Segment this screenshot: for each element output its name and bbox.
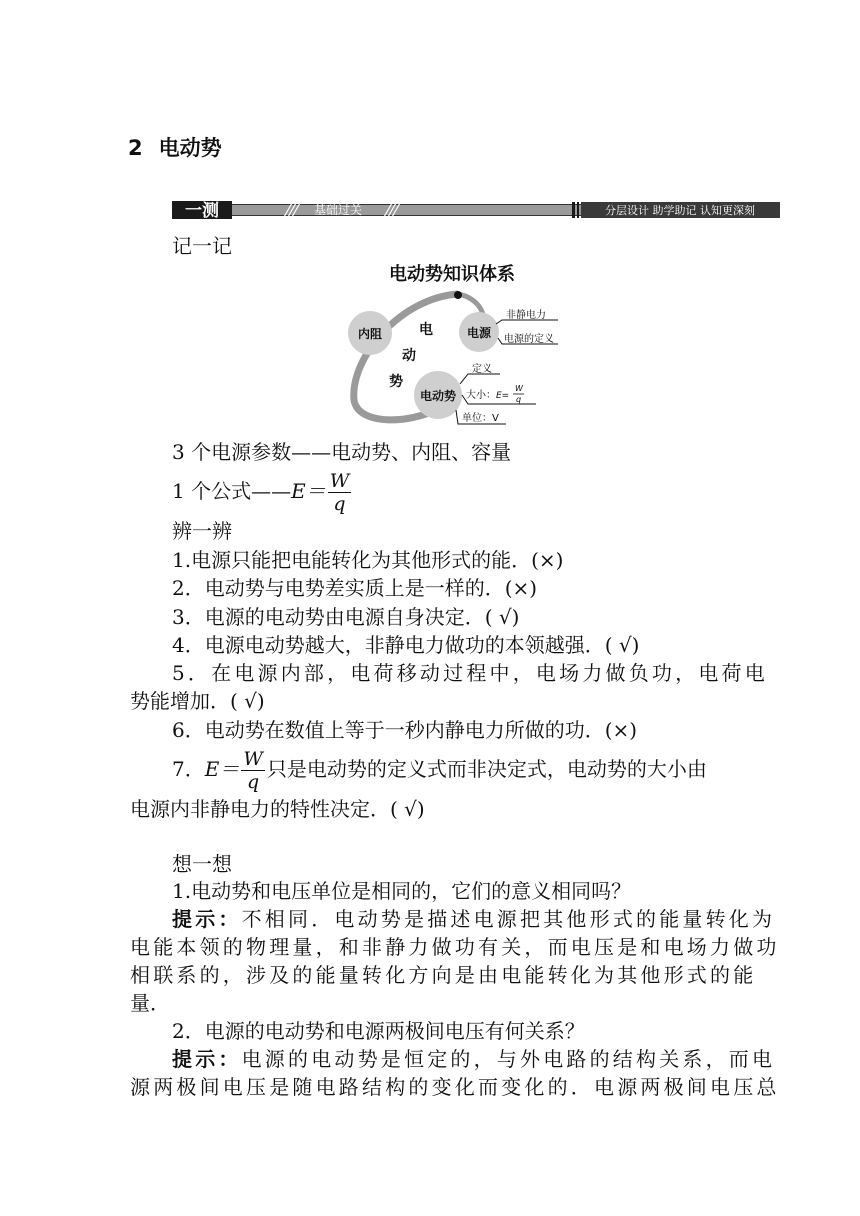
think-q1: 1.电动势和电压单位是相同的，它们的意义相同吗？ [172, 879, 632, 903]
node-internal-resistance-label: 内阻 [357, 327, 383, 341]
distinguish-item-7a [172, 744, 707, 794]
item7-text-a: 只是电动势的定义式而非决定式，电动势的大小由 [266, 757, 707, 781]
distinguish-item-5b: 势能增加．( √) [130, 689, 265, 713]
center-char-2: 动 [402, 348, 416, 364]
ps-branch-2: 电源的定义 [504, 334, 554, 345]
section-banner [172, 199, 780, 221]
think-a2-l1-text: 电源的电动势是恒定的，与外电路的结构关系，而电 [241, 1047, 776, 1071]
think-a1-line4: 量． [130, 991, 170, 1015]
think-heading: 想一想 [172, 852, 232, 876]
node-power-source-label: 电源 [466, 326, 492, 340]
node-emf-label: 电动势 [419, 389, 457, 403]
distinguish-item-1: 1.电源只能把电能转化为其他形式的能．(×) [172, 548, 564, 572]
remember-heading: 记一记 [172, 234, 232, 258]
think-a1-l1-text: 不相同．电动势是描述电源把其他形式的能量转化为 [241, 907, 776, 931]
item7-prefix: 7． [172, 757, 205, 781]
emf-formula-den: q [516, 395, 522, 404]
think-q2: 2．电源的电动势和电源两极间电压有何关系？ [172, 1019, 585, 1043]
banner-right-label: 分层设计 助学助记 认知更深刻 [605, 204, 755, 217]
distinguish-item-3: 3．电源的电动势由电源自身决定．( √) [172, 605, 520, 629]
section-title-text: 电动势 [158, 136, 222, 160]
distinguish-heading: 辨一辨 [172, 519, 232, 543]
center-char-3: 势 [389, 374, 403, 390]
remember-line-2 [172, 466, 353, 516]
think-a2-line1 [172, 1045, 775, 1073]
emf-formula-num: W [515, 384, 523, 393]
item7-numerator: W [243, 748, 263, 770]
distinguish-item-5a: 5．在电源内部，电荷移动过程中，电场力做负功，电荷电 [172, 661, 768, 685]
distinguish-item-7b: 电源内非静电力的特性决定．( √) [130, 797, 425, 821]
hint-label-2: 提示： [172, 1047, 242, 1071]
formula-denominator: q [333, 493, 346, 515]
center-char-1: 电 [419, 322, 433, 338]
diagram-dot [454, 291, 462, 299]
knowledge-diagram [340, 258, 570, 428]
diagram-title: 电动势知识体系 [389, 264, 515, 285]
remember-line-2-prefix: 1 个公式—— [172, 479, 292, 503]
think-a2-line2: 源两极间电压是随电路结构的变化而变化的．电源两极间电压总 [130, 1075, 780, 1099]
section-number: 2 [128, 136, 143, 160]
banner-left-label: 一测 [185, 201, 219, 221]
emf-branch-1: 定义 [472, 364, 492, 375]
formula-numerator: W [329, 470, 350, 492]
formula-fraction [328, 470, 352, 515]
think-a1-line3: 相联系的，涉及的能量转化方向是由电能转化为其他形式的能 [130, 963, 757, 987]
ps-branch-1: 非静电力 [506, 310, 546, 321]
think-a1-line1 [172, 905, 775, 933]
hint-label-1: 提示： [172, 907, 242, 931]
emf-formula-lhs: E= [496, 391, 510, 401]
item7-fraction [241, 748, 265, 793]
item7-lhs: E＝ [204, 757, 240, 781]
think-a1-line2: 电能本领的物理量，和非静力做功有关，而电压是和电场力做功 [130, 935, 780, 959]
distinguish-item-6: 6．电动势在数值上等于一秒内静电力所做的功．(×) [172, 718, 638, 742]
distinguish-item-2: 2．电动势与电势差实质上是一样的．(×) [172, 576, 538, 600]
remember-line-2-lhs: E＝ [291, 479, 326, 503]
section-title [128, 132, 222, 162]
distinguish-item-4: 4．电源电动势越大，非静电力做功的本领越强．( √) [172, 633, 640, 657]
remember-line-1: 3 个电源参数——电动势、内阻、容量 [172, 440, 512, 464]
emf-branch-2-prefix: 大小： [466, 390, 496, 401]
emf-branch-3: 单位：V [462, 413, 499, 424]
banner-mid-label: 基础过关 [313, 203, 363, 217]
item7-denominator: q [247, 771, 260, 793]
